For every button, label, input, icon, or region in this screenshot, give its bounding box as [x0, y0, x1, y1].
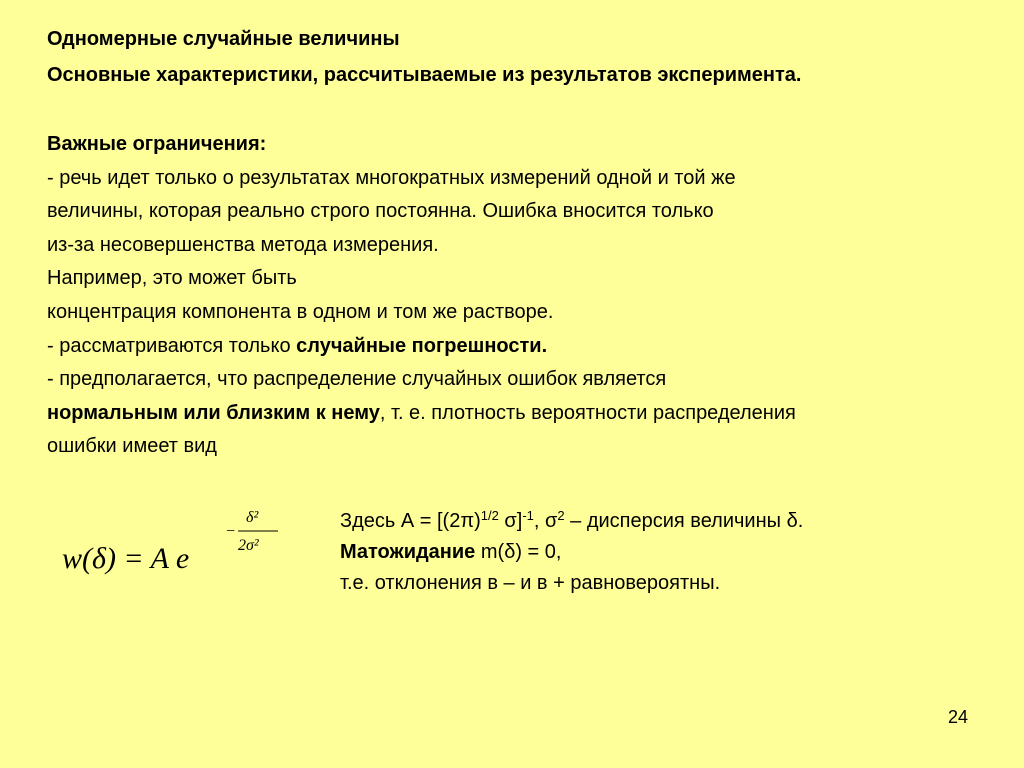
- text-line-1: - речь идет только о результатах многократных измерений одной и той же: [47, 166, 736, 189]
- bold-random-errors: случайные погрешности.: [296, 334, 548, 357]
- text-line-3: из-за несовершенства метода измерения.: [47, 233, 439, 256]
- explanation-line-1: Здесь $А = [(2\pi)^{1/2}$ σ]$^{-1}$, $\sigma^2$ – дисперсия величины δ.: [340, 508, 804, 532]
- slide-subtitle: Основные характеристики, рассчитываемые из результатов эксперимента.: [47, 64, 802, 86]
- text-line-8: нормальным или близким к нему, т. е. плотность вероятности распределения: [47, 401, 796, 424]
- page-number: 24: [947, 707, 968, 727]
- explanation-block: [340, 506, 1000, 599]
- text-line-4: Например, это может быть: [47, 267, 297, 290]
- formula-exponent-numerator: δ²: [246, 509, 259, 526]
- section-heading: Важные ограничения:: [47, 133, 267, 155]
- gaussian-formula: [60, 500, 320, 590]
- text-line-9: ошибки имеет вид: [47, 435, 217, 458]
- text-line-5: концентрация компонента в одном и том же растворе.: [47, 300, 554, 323]
- slide-title: Одномерные случайные величины: [47, 28, 400, 50]
- formula-exponent-minus: −: [226, 523, 236, 540]
- text-line-2: величины, которая реально строго постоянна. Ошибка вносится только: [47, 200, 714, 223]
- formula-exponent-denominator: 2σ²: [238, 537, 259, 554]
- bold-normal-distribution: нормальным или близким к нему: [47, 401, 380, 424]
- explanation-line-2: Матожидание m(δ) = 0,: [340, 541, 562, 563]
- content-body: [47, 128, 1022, 464]
- text-line-7: - предполагается, что распределение случайных ошибок является: [47, 368, 667, 391]
- formula-lhs: w(δ) = A e: [62, 542, 190, 575]
- bold-expectation: Матожидание: [340, 541, 476, 563]
- explanation-line-3: т.е. отклонения в – и в + равновероятны.: [340, 572, 721, 594]
- text-line-6: - рассматриваются только случайные погрешности.: [47, 334, 548, 357]
